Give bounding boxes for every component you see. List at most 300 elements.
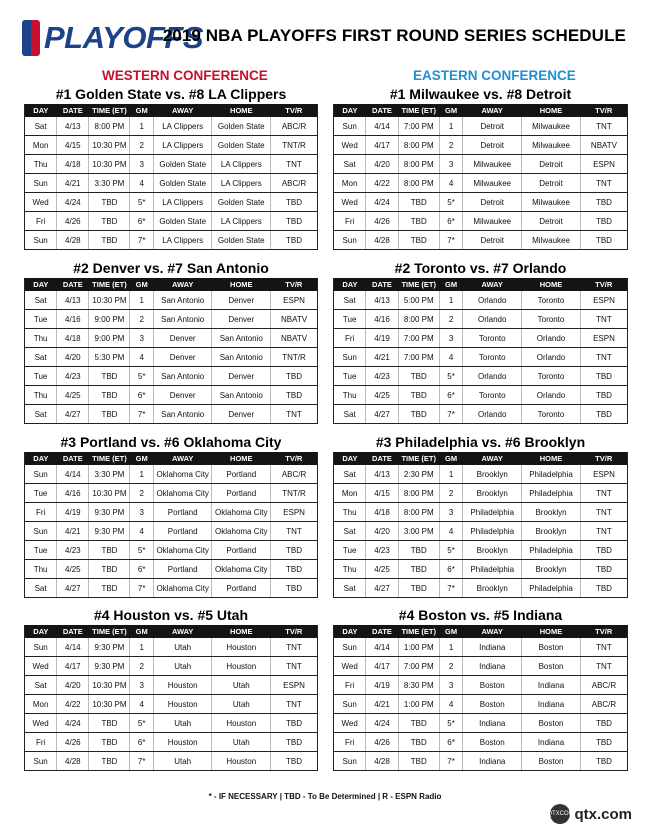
table-cell: TNT — [271, 405, 318, 424]
table-cell: Sat — [334, 155, 366, 174]
table-cell: 4/13 — [57, 291, 89, 310]
table-cell: Oklahoma City — [153, 541, 212, 560]
table-cell: TNT — [271, 522, 318, 541]
table-cell: 8:00 PM — [398, 155, 439, 174]
table-cell: Wed — [25, 714, 57, 733]
table-cell: 1 — [439, 638, 463, 657]
column-header: DATE — [366, 625, 398, 638]
schedule-table — [24, 625, 318, 771]
table-row — [25, 310, 318, 329]
table-cell: Sat — [334, 579, 366, 598]
schedule-table — [24, 452, 318, 598]
table-cell: Portland — [212, 465, 271, 484]
table-cell: 4/13 — [366, 465, 398, 484]
table-cell: 4/28 — [366, 752, 398, 771]
column-header: GM — [130, 278, 153, 291]
table-cell: Wed — [334, 193, 366, 212]
table-cell: LA Clippers — [212, 174, 271, 193]
watermark-text: qtx.com — [574, 805, 632, 823]
table-cell: 4/25 — [366, 560, 398, 579]
table-cell: Toronto — [522, 367, 581, 386]
table-cell: 7* — [439, 231, 463, 250]
table-row — [25, 522, 318, 541]
table-cell: 4/26 — [366, 212, 398, 231]
table-cell: Detroit — [522, 155, 581, 174]
table-cell: 3 — [130, 329, 153, 348]
table-cell: Thu — [25, 386, 57, 405]
table-cell: Milwaukee — [522, 136, 581, 155]
table-cell: ESPN — [580, 465, 627, 484]
column-header: TV/R — [580, 278, 627, 291]
table-cell: Toronto — [463, 348, 522, 367]
table-cell: 6* — [130, 212, 153, 231]
table-cell: 4/25 — [57, 386, 89, 405]
table-cell: Fri — [334, 212, 366, 231]
table-cell: Boston — [463, 695, 522, 714]
series-east-3 — [333, 432, 628, 598]
table-cell: TNT — [580, 174, 627, 193]
table-cell: ABC/R — [271, 174, 318, 193]
column-header: TV/R — [580, 452, 627, 465]
table-cell: 7* — [130, 405, 153, 424]
table-cell: TNT — [580, 638, 627, 657]
table-cell: Thu — [25, 155, 57, 174]
table-cell: Philadelphia — [463, 503, 522, 522]
table-cell: Golden State — [212, 193, 271, 212]
table-cell: Detroit — [463, 117, 522, 136]
table-cell: Philadelphia — [463, 522, 522, 541]
column-header: TIME (ET) — [89, 104, 130, 117]
table-cell: Milwaukee — [522, 231, 581, 250]
column-header: AWAY — [463, 104, 522, 117]
table-cell: 4/18 — [366, 503, 398, 522]
table-cell: Toronto — [463, 329, 522, 348]
table-cell: 3 — [439, 503, 463, 522]
table-cell: Mon — [25, 695, 57, 714]
table-row — [334, 405, 628, 424]
table-cell: Tue — [25, 484, 57, 503]
watermark — [547, 804, 632, 824]
table-row — [334, 579, 628, 598]
table-row — [25, 714, 318, 733]
table-cell: 5* — [130, 367, 153, 386]
table-cell: 4/19 — [57, 503, 89, 522]
table-cell: Golden State — [212, 136, 271, 155]
table-row — [25, 484, 318, 503]
table-cell: Detroit — [522, 212, 581, 231]
table-cell: Portland — [212, 579, 271, 598]
table-cell: 3 — [439, 155, 463, 174]
table-cell: 7* — [130, 752, 153, 771]
table-cell: 4/14 — [57, 465, 89, 484]
table-cell: Thu — [25, 560, 57, 579]
series-west-2 — [24, 258, 318, 424]
table-cell: TBD — [580, 733, 627, 752]
table-cell: Tue — [334, 367, 366, 386]
table-cell: 4/21 — [366, 695, 398, 714]
table-cell: TBD — [89, 367, 130, 386]
table-row — [25, 193, 318, 212]
table-cell: TNT/R — [271, 136, 318, 155]
column-header: DATE — [366, 278, 398, 291]
table-cell: Toronto — [463, 386, 522, 405]
column-header: DAY — [334, 452, 366, 465]
table-cell: TBD — [271, 212, 318, 231]
series-east-1 — [333, 84, 628, 250]
table-cell: Oklahoma City — [212, 560, 271, 579]
table-cell: TBD — [398, 212, 439, 231]
table-cell: Utah — [153, 752, 212, 771]
table-cell: Boston — [522, 657, 581, 676]
table-cell: Utah — [212, 695, 271, 714]
column-header: HOME — [522, 625, 581, 638]
table-row — [25, 117, 318, 136]
table-cell: 4/23 — [366, 367, 398, 386]
table-cell: Brooklyn — [463, 541, 522, 560]
column-header: TIME (ET) — [398, 278, 439, 291]
table-cell: 10:30 PM — [89, 291, 130, 310]
table-cell: 7* — [130, 579, 153, 598]
table-row — [334, 136, 628, 155]
table-cell: Golden State — [153, 174, 212, 193]
table-cell: 8:00 PM — [398, 503, 439, 522]
table-cell: Sun — [25, 231, 57, 250]
table-cell: 4/13 — [57, 117, 89, 136]
table-cell: Utah — [212, 733, 271, 752]
table-cell: 2 — [130, 310, 153, 329]
table-cell: Orlando — [522, 348, 581, 367]
column-header: AWAY — [153, 625, 212, 638]
table-cell: 4/24 — [57, 193, 89, 212]
schedule-table — [24, 104, 318, 250]
table-cell: Thu — [334, 386, 366, 405]
table-cell: Orlando — [463, 310, 522, 329]
table-cell: 4/19 — [366, 329, 398, 348]
table-cell: 8:00 PM — [398, 174, 439, 193]
table-cell: Tue — [334, 310, 366, 329]
table-cell: NBATV — [271, 310, 318, 329]
table-row — [334, 465, 628, 484]
table-row — [25, 638, 318, 657]
table-cell: Sun — [334, 638, 366, 657]
table-row — [334, 212, 628, 231]
table-row — [25, 733, 318, 752]
column-header: HOME — [212, 452, 271, 465]
table-cell: Boston — [463, 733, 522, 752]
table-cell: 4 — [130, 695, 153, 714]
table-cell: 4/23 — [57, 541, 89, 560]
table-cell: Orlando — [463, 291, 522, 310]
table-cell: 9:30 PM — [89, 638, 130, 657]
table-cell: San Antonio — [212, 386, 271, 405]
column-header: GM — [130, 104, 153, 117]
table-cell: TBD — [580, 579, 627, 598]
watermark-badge-icon: QTXCOM — [550, 804, 570, 824]
table-cell: Houston — [212, 638, 271, 657]
table-cell: 6* — [439, 212, 463, 231]
table-row — [25, 367, 318, 386]
table-row — [334, 386, 628, 405]
table-cell: 10:30 PM — [89, 676, 130, 695]
table-cell: 4 — [439, 174, 463, 193]
table-cell: 4/20 — [366, 522, 398, 541]
table-cell: Toronto — [522, 291, 581, 310]
table-cell: Boston — [463, 676, 522, 695]
table-cell: 4 — [439, 695, 463, 714]
table-cell: TNT — [580, 117, 627, 136]
table-cell: San Antonio — [153, 310, 212, 329]
column-header: DATE — [57, 104, 89, 117]
table-cell: 4/14 — [366, 117, 398, 136]
table-cell: TBD — [89, 212, 130, 231]
column-header: TV/R — [271, 278, 318, 291]
column-header: DATE — [366, 104, 398, 117]
table-cell: TNT — [580, 503, 627, 522]
table-cell: 4/15 — [57, 136, 89, 155]
series-east-2 — [333, 258, 628, 424]
table-cell: 4/28 — [366, 231, 398, 250]
column-header: HOME — [212, 104, 271, 117]
table-cell: TBD — [89, 405, 130, 424]
table-cell: Indiana — [522, 733, 581, 752]
table-cell: 4/26 — [366, 733, 398, 752]
table-cell: 4/28 — [57, 231, 89, 250]
table-cell: 5* — [130, 714, 153, 733]
table-cell: TBD — [398, 386, 439, 405]
table-cell: Sun — [25, 522, 57, 541]
table-cell: Portland — [153, 522, 212, 541]
table-cell: Oklahoma City — [153, 579, 212, 598]
series-title: #3 Portland vs. #6 Oklahoma City — [60, 434, 282, 450]
table-cell: 10:30 PM — [89, 136, 130, 155]
table-cell: 8:30 PM — [398, 676, 439, 695]
table-header-row — [334, 625, 628, 638]
table-row — [334, 560, 628, 579]
table-row — [334, 155, 628, 174]
table-cell: 2 — [439, 136, 463, 155]
series-title: #1 Milwaukee vs. #8 Detroit — [389, 86, 572, 102]
table-cell: TBD — [398, 560, 439, 579]
table-cell: 7:00 PM — [398, 117, 439, 136]
table-cell: LA Clippers — [153, 117, 212, 136]
table-row — [334, 676, 628, 695]
table-cell: 4/24 — [366, 193, 398, 212]
table-cell: Fri — [334, 676, 366, 695]
table-cell: Thu — [334, 560, 366, 579]
column-header: AWAY — [153, 278, 212, 291]
table-cell: Indiana — [463, 714, 522, 733]
table-cell: 4/16 — [57, 310, 89, 329]
table-cell: ABC/R — [580, 676, 627, 695]
table-cell: Wed — [25, 193, 57, 212]
table-cell: 4/18 — [57, 155, 89, 174]
series-title: #1 Golden State vs. #8 LA Clippers — [55, 86, 287, 102]
table-cell: Denver — [212, 405, 271, 424]
table-cell: Orlando — [463, 405, 522, 424]
table-cell: Detroit — [463, 193, 522, 212]
table-cell: 4/26 — [57, 212, 89, 231]
table-cell: San Antonio — [153, 405, 212, 424]
table-cell: 5:30 PM — [89, 348, 130, 367]
column-header: GM — [439, 278, 463, 291]
table-cell: Sat — [334, 522, 366, 541]
table-cell: Indiana — [522, 695, 581, 714]
table-cell: 4/14 — [366, 638, 398, 657]
table-cell: TNT — [271, 638, 318, 657]
table-cell: 4 — [130, 348, 153, 367]
table-cell: 7* — [439, 752, 463, 771]
table-cell: 6* — [130, 386, 153, 405]
western-conference-label: WESTERN CONFERENCE — [102, 68, 268, 83]
table-cell: ESPN — [271, 503, 318, 522]
table-cell: TBD — [271, 752, 318, 771]
column-header: DAY — [334, 278, 366, 291]
table-cell: 4/24 — [57, 714, 89, 733]
table-cell: 6* — [130, 733, 153, 752]
table-cell: LA Clippers — [212, 155, 271, 174]
table-row — [334, 174, 628, 193]
table-cell: 4 — [130, 522, 153, 541]
table-cell: 4/16 — [366, 310, 398, 329]
table-cell: Indiana — [463, 657, 522, 676]
table-cell: Denver — [153, 329, 212, 348]
table-cell: TNT — [271, 657, 318, 676]
table-cell: 9:30 PM — [89, 657, 130, 676]
table-cell: 4/25 — [57, 560, 89, 579]
table-cell: TNT — [580, 348, 627, 367]
table-cell: TBD — [398, 714, 439, 733]
table-cell: TBD — [580, 212, 627, 231]
table-cell: Milwaukee — [463, 155, 522, 174]
table-cell: Houston — [212, 714, 271, 733]
table-cell: Fri — [25, 733, 57, 752]
table-cell: TBD — [89, 579, 130, 598]
table-cell: 1 — [130, 465, 153, 484]
table-cell: Sat — [25, 291, 57, 310]
table-cell: 8:00 PM — [398, 484, 439, 503]
schedule-table — [333, 625, 628, 771]
table-cell: Thu — [25, 329, 57, 348]
table-cell: Sat — [25, 405, 57, 424]
table-row — [25, 174, 318, 193]
table-cell: 10:30 PM — [89, 155, 130, 174]
table-cell: 9:00 PM — [89, 329, 130, 348]
table-cell: 1:00 PM — [398, 638, 439, 657]
legend-footer: * - IF NECESSARY | TBD - To Be Determined | R - ESPN Radio — [208, 792, 442, 801]
column-header: GM — [130, 452, 153, 465]
table-cell: ABC/R — [580, 695, 627, 714]
table-cell: 7:00 PM — [398, 329, 439, 348]
table-cell: 5* — [130, 541, 153, 560]
table-cell: 4/13 — [366, 291, 398, 310]
table-cell: 6* — [130, 560, 153, 579]
table-cell: Houston — [153, 676, 212, 695]
table-cell: 4 — [439, 522, 463, 541]
table-cell: TBD — [271, 560, 318, 579]
table-cell: 9:30 PM — [89, 503, 130, 522]
schedule-table — [333, 104, 628, 250]
table-cell: 4/28 — [57, 752, 89, 771]
table-cell: TBD — [580, 231, 627, 250]
table-cell: Sat — [334, 291, 366, 310]
table-header-row — [334, 278, 628, 291]
table-cell: 3 — [130, 155, 153, 174]
table-cell: Oklahoma City — [212, 503, 271, 522]
table-cell: San Antonio — [212, 348, 271, 367]
table-cell: Wed — [334, 657, 366, 676]
table-cell: TBD — [580, 560, 627, 579]
table-cell: 4/27 — [57, 405, 89, 424]
table-cell: 8:00 PM — [89, 117, 130, 136]
table-cell: Tue — [334, 541, 366, 560]
table-cell: Tue — [25, 310, 57, 329]
table-cell: Mon — [25, 136, 57, 155]
table-row — [334, 367, 628, 386]
table-row — [25, 329, 318, 348]
table-cell: ABC/R — [271, 117, 318, 136]
table-cell: 3 — [130, 503, 153, 522]
column-header: DAY — [25, 625, 57, 638]
table-cell: San Antonio — [212, 329, 271, 348]
table-cell: ESPN — [580, 329, 627, 348]
nba-logo-icon — [22, 20, 40, 56]
table-cell: Sun — [25, 752, 57, 771]
table-cell: Milwaukee — [522, 117, 581, 136]
table-cell: 4/20 — [57, 676, 89, 695]
table-header-row — [334, 452, 628, 465]
table-cell: TBD — [398, 231, 439, 250]
table-cell: TBD — [398, 367, 439, 386]
table-cell: Portland — [153, 503, 212, 522]
table-cell: TBD — [271, 231, 318, 250]
table-cell: 9:00 PM — [89, 310, 130, 329]
table-cell: TBD — [271, 733, 318, 752]
table-cell: 6* — [439, 733, 463, 752]
table-cell: Fri — [25, 212, 57, 231]
table-cell: Orlando — [522, 386, 581, 405]
table-cell: Wed — [334, 136, 366, 155]
schedule-table — [333, 278, 628, 424]
table-cell: Philadelphia — [522, 484, 581, 503]
table-header-row — [25, 452, 318, 465]
table-cell: Golden State — [153, 155, 212, 174]
table-cell: TBD — [271, 386, 318, 405]
table-cell: TBD — [271, 367, 318, 386]
table-cell: ESPN — [271, 291, 318, 310]
column-header: DATE — [366, 452, 398, 465]
table-cell: Mon — [334, 484, 366, 503]
table-cell: 5* — [439, 193, 463, 212]
table-cell: Sun — [25, 638, 57, 657]
table-header-row — [334, 104, 628, 117]
table-cell: 7* — [130, 231, 153, 250]
series-east-4 — [333, 605, 628, 771]
table-cell: 2 — [130, 657, 153, 676]
column-header: HOME — [522, 278, 581, 291]
table-row — [334, 503, 628, 522]
table-cell: 4/27 — [366, 579, 398, 598]
table-cell: 9:30 PM — [89, 522, 130, 541]
page-title: 2019 NBA PLAYOFFS FIRST ROUND SERIES SCHEDULE — [162, 26, 626, 45]
table-cell: Brooklyn — [463, 484, 522, 503]
table-row — [334, 733, 628, 752]
table-cell: TBD — [271, 193, 318, 212]
table-cell: TBD — [89, 386, 130, 405]
table-cell: NBATV — [580, 136, 627, 155]
table-cell: Sun — [334, 117, 366, 136]
column-header: TV/R — [580, 625, 627, 638]
series-west-1 — [24, 84, 318, 250]
